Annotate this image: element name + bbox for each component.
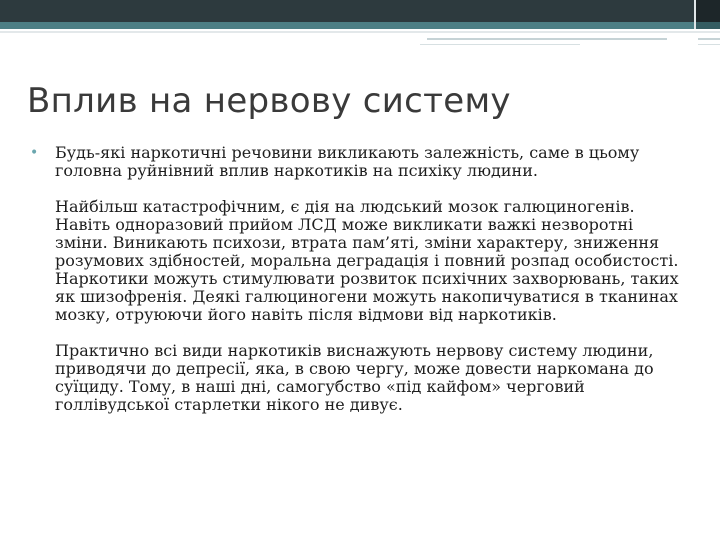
paragraph-text: Найбільш катастрофічним, є дія на людський мозок галюциногенів. Навіть одноразовий прийом ЛСД може викликати важкі незворотні зміни. Виникають психози, втрата пам’яті, зміни характеру, зниження розумових здібностей, моральна деградація і повний розпад особистості. Наркотики можуть стимулювати розвиток психічних захворювань, таких як шизофренія. Деякі галюциногени можуть накопичуватися в тканинах мозку, отруюючи його навіть після відмови від наркотиків. bbox=[55, 197, 679, 324]
slide-title: Вплив на нервову систему bbox=[27, 81, 511, 121]
decorative-line bbox=[427, 38, 667, 40]
header-bar-accent bbox=[0, 22, 720, 29]
paragraph-text: Практично всі види наркотиків виснажують нервову систему людини, приводячи до депресії, яка, в свою чергу, може довести наркомана до суїциду. Тому, в наші дні, самогубство «під кайфом» черговий голлівудської старлетки нікого не дивує. bbox=[55, 341, 654, 414]
slide-body bbox=[27, 144, 687, 414]
header-rule bbox=[0, 31, 720, 33]
decorative-line bbox=[698, 44, 720, 45]
header-bar-dark bbox=[0, 0, 720, 22]
paragraph bbox=[27, 198, 687, 324]
paragraph-text: Будь-які наркотичні речовини викликають залежність, саме в цьому головна руйнівний вплив наркотиків на психіку людини. bbox=[55, 143, 640, 180]
decorative-line bbox=[420, 44, 580, 45]
paragraph bbox=[27, 342, 687, 414]
header-corner-accent bbox=[696, 22, 720, 29]
decorative-line bbox=[698, 38, 720, 40]
bullet-icon: • bbox=[30, 145, 39, 161]
bullet-paragraph bbox=[27, 144, 687, 180]
header-corner-dark bbox=[696, 0, 720, 22]
